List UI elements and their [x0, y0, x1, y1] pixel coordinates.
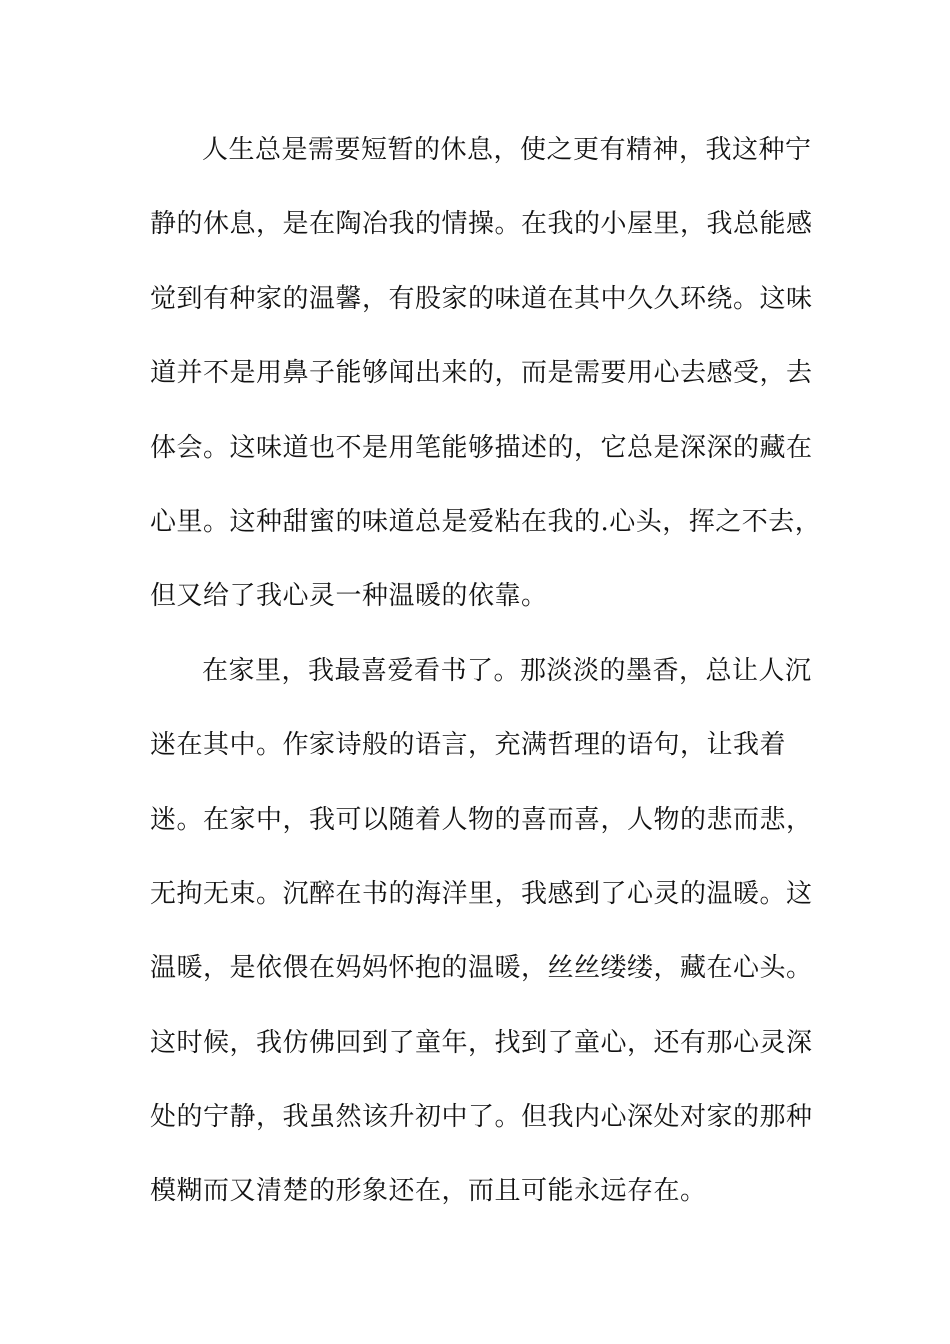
paragraph-line: 觉到有种家的温馨，有股家的味道在其中久久环绕。这味: [150, 283, 813, 314]
document-body: [150, 126, 822, 1242]
paragraph-line: 这时候，我仿佛回到了童年，找到了童心，还有那心灵深: [150, 1027, 813, 1058]
paragraph-line: 但又给了我心灵一种温暖的依靠。: [150, 581, 548, 612]
paragraph-line: 心里。这种甜蜜的味道总是爱粘在我的.心头，挥之不去，: [150, 506, 822, 537]
paragraph-line: 静的休息，是在陶冶我的情操。在我的小屋里，我总能感: [150, 209, 813, 240]
paragraph-line: 无拘无束。沉醉在书的海洋里，我感到了心灵的温暖。这: [150, 878, 813, 909]
paragraph-line: 处的宁静，我虽然该升初中了。但我内心深处对家的那种: [150, 1102, 813, 1133]
paragraph-line: 温暖，是依偎在妈妈怀抱的温暖，丝丝缕缕，藏在心头。: [150, 953, 813, 984]
paragraph-2: [150, 647, 813, 1242]
paragraph-line: 模糊而又清楚的形象还在，而且可能永远存在。: [150, 1176, 707, 1207]
paragraph-line: 人生总是需要短暂的休息，使之更有精神，我这种宁: [202, 135, 812, 165]
paragraph-line: 迷。在家中，我可以随着人物的喜而喜，人物的悲而悲，: [150, 804, 813, 835]
paragraph-line: 道并不是用鼻子能够闻出来的，而是需要用心去感受，去: [150, 358, 813, 389]
paragraph-line: 在家里，我最喜爱看书了。那淡淡的墨香，总让人沉: [202, 655, 812, 686]
paragraph-line: 体会。这味道也不是用笔能够描述的，它总是深深的藏在: [150, 432, 813, 463]
paragraph-line: 迷在其中。作家诗般的语言，充满哲理的语句，让我着: [150, 730, 787, 761]
paragraph-1: [150, 126, 822, 647]
